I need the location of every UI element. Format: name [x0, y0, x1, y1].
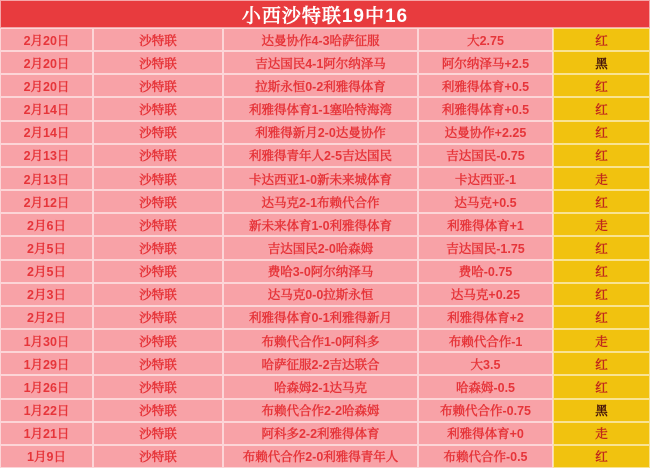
- outcome-cell: 红: [553, 190, 650, 213]
- handicap-line-cell: 吉达国民-0.75: [418, 144, 553, 167]
- league-cell: 沙特联: [93, 121, 223, 144]
- league-cell: 沙特联: [93, 144, 223, 167]
- table-row: [0, 28, 650, 51]
- handicap-line-cell: 布赖代合作-0.75: [418, 399, 553, 422]
- match-score-cell: 吉达国民2-0哈森姆: [223, 236, 418, 259]
- outcome-cell: 走: [553, 329, 650, 352]
- outcome-cell: 黑: [553, 51, 650, 74]
- table-row: [0, 375, 650, 398]
- handicap-line-cell: 大2.75: [418, 28, 553, 51]
- match-date-cell: 1月30日: [0, 329, 93, 352]
- league-cell: 沙特联: [93, 422, 223, 445]
- match-score-cell: 利雅得体育0-1利雅得新月: [223, 306, 418, 329]
- handicap-line-cell: 利雅得体育+0.5: [418, 97, 553, 120]
- match-score-cell: 新未来体育1-0利雅得体育: [223, 213, 418, 236]
- match-score-cell: 达曼协作4-3哈萨征服: [223, 28, 418, 51]
- match-score-cell: 布赖代合作1-0阿科多: [223, 329, 418, 352]
- league-cell: 沙特联: [93, 283, 223, 306]
- league-cell: 沙特联: [93, 306, 223, 329]
- league-cell: 沙特联: [93, 74, 223, 97]
- match-score-cell: 吉达国民4-1阿尔纳泽马: [223, 51, 418, 74]
- handicap-line-cell: 利雅得体育+0.5: [418, 74, 553, 97]
- match-score-cell: 哈萨征服2-2吉达联合: [223, 352, 418, 375]
- table-row: [0, 399, 650, 422]
- outcome-cell: 红: [553, 28, 650, 51]
- outcome-cell: 黑: [553, 399, 650, 422]
- match-date-cell: 2月14日: [0, 97, 93, 120]
- handicap-line-cell: 卡达西亚-1: [418, 167, 553, 190]
- match-score-cell: 哈森姆2-1达马克: [223, 375, 418, 398]
- table-row: [0, 306, 650, 329]
- outcome-cell: 红: [553, 283, 650, 306]
- handicap-line-cell: 利雅得体育+1: [418, 213, 553, 236]
- league-cell: 沙特联: [93, 190, 223, 213]
- league-cell: 沙特联: [93, 213, 223, 236]
- outcome-cell: 红: [553, 445, 650, 468]
- table-row: [0, 144, 650, 167]
- table-row: [0, 352, 650, 375]
- table-row: [0, 422, 650, 445]
- match-score-cell: 达马克2-1布赖代合作: [223, 190, 418, 213]
- table-row: [0, 283, 650, 306]
- handicap-line-cell: 费哈-0.75: [418, 260, 553, 283]
- match-score-cell: 利雅得体育1-1塞哈特海湾: [223, 97, 418, 120]
- match-date-cell: 2月20日: [0, 28, 93, 51]
- match-date-cell: 2月6日: [0, 213, 93, 236]
- match-score-cell: 费哈3-0阿尔纳泽马: [223, 260, 418, 283]
- match-score-cell: 利雅得新月2-0达曼协作: [223, 121, 418, 144]
- table-row: [0, 97, 650, 120]
- handicap-line-cell: 吉达国民-1.75: [418, 236, 553, 259]
- match-score-cell: 卡达西亚1-0新未来城体育: [223, 167, 418, 190]
- table-row: [0, 51, 650, 74]
- table-row: [0, 236, 650, 259]
- outcome-cell: 红: [553, 97, 650, 120]
- handicap-line-cell: 大3.5: [418, 352, 553, 375]
- match-score-cell: 布赖代合作2-0利雅得青年人: [223, 445, 418, 468]
- match-date-cell: 1月26日: [0, 375, 93, 398]
- league-cell: 沙特联: [93, 167, 223, 190]
- match-date-cell: 1月9日: [0, 445, 93, 468]
- league-cell: 沙特联: [93, 352, 223, 375]
- match-date-cell: 2月20日: [0, 74, 93, 97]
- table-row: [0, 260, 650, 283]
- league-cell: 沙特联: [93, 236, 223, 259]
- match-date-cell: 2月2日: [0, 306, 93, 329]
- handicap-line-cell: 达马克+0.25: [418, 283, 553, 306]
- handicap-line-cell: 哈森姆-0.5: [418, 375, 553, 398]
- table-row: [0, 74, 650, 97]
- outcome-cell: 红: [553, 352, 650, 375]
- match-score-cell: 利雅得青年人2-5吉达国民: [223, 144, 418, 167]
- outcome-cell: 走: [553, 422, 650, 445]
- match-date-cell: 2月12日: [0, 190, 93, 213]
- outcome-cell: 红: [553, 236, 650, 259]
- league-cell: 沙特联: [93, 260, 223, 283]
- match-date-cell: 1月22日: [0, 399, 93, 422]
- match-date-cell: 1月21日: [0, 422, 93, 445]
- table-row: [0, 329, 650, 352]
- outcome-cell: 走: [553, 167, 650, 190]
- match-score-cell: 布赖代合作2-2哈森姆: [223, 399, 418, 422]
- match-date-cell: 2月13日: [0, 167, 93, 190]
- outcome-cell: 红: [553, 144, 650, 167]
- table-row: [0, 213, 650, 236]
- table-row: [0, 445, 650, 468]
- league-cell: 沙特联: [93, 28, 223, 51]
- match-date-cell: 1月29日: [0, 352, 93, 375]
- match-date-cell: 2月20日: [0, 51, 93, 74]
- handicap-line-cell: 布赖代合作-0.5: [418, 445, 553, 468]
- table-row: [0, 121, 650, 144]
- handicap-line-cell: 达曼协作+2.25: [418, 121, 553, 144]
- league-cell: 沙特联: [93, 445, 223, 468]
- handicap-line-cell: 布赖代合作-1: [418, 329, 553, 352]
- handicap-line-cell: 利雅得体育+2: [418, 306, 553, 329]
- table-body: [0, 28, 650, 468]
- match-date-cell: 2月5日: [0, 236, 93, 259]
- match-date-cell: 2月13日: [0, 144, 93, 167]
- league-cell: 沙特联: [93, 375, 223, 398]
- league-cell: 沙特联: [93, 51, 223, 74]
- match-score-cell: 阿科多2-2利雅得体育: [223, 422, 418, 445]
- outcome-cell: 红: [553, 306, 650, 329]
- match-date-cell: 2月14日: [0, 121, 93, 144]
- outcome-cell: 红: [553, 121, 650, 144]
- outcome-cell: 红: [553, 375, 650, 398]
- league-cell: 沙特联: [93, 97, 223, 120]
- table-title: 小西沙特联19中16: [0, 0, 650, 28]
- match-date-cell: 2月3日: [0, 283, 93, 306]
- match-score-cell: 达马克0-0拉斯永恒: [223, 283, 418, 306]
- handicap-line-cell: 达马克+0.5: [418, 190, 553, 213]
- handicap-line-cell: 阿尔纳泽马+2.5: [418, 51, 553, 74]
- league-cell: 沙特联: [93, 399, 223, 422]
- match-score-cell: 拉斯永恒0-2利雅得体育: [223, 74, 418, 97]
- outcome-cell: 走: [553, 213, 650, 236]
- outcome-cell: 红: [553, 260, 650, 283]
- table-row: [0, 167, 650, 190]
- handicap-line-cell: 利雅得体育+0: [418, 422, 553, 445]
- outcome-cell: 红: [553, 74, 650, 97]
- match-date-cell: 2月5日: [0, 260, 93, 283]
- table-row: [0, 190, 650, 213]
- league-cell: 沙特联: [93, 329, 223, 352]
